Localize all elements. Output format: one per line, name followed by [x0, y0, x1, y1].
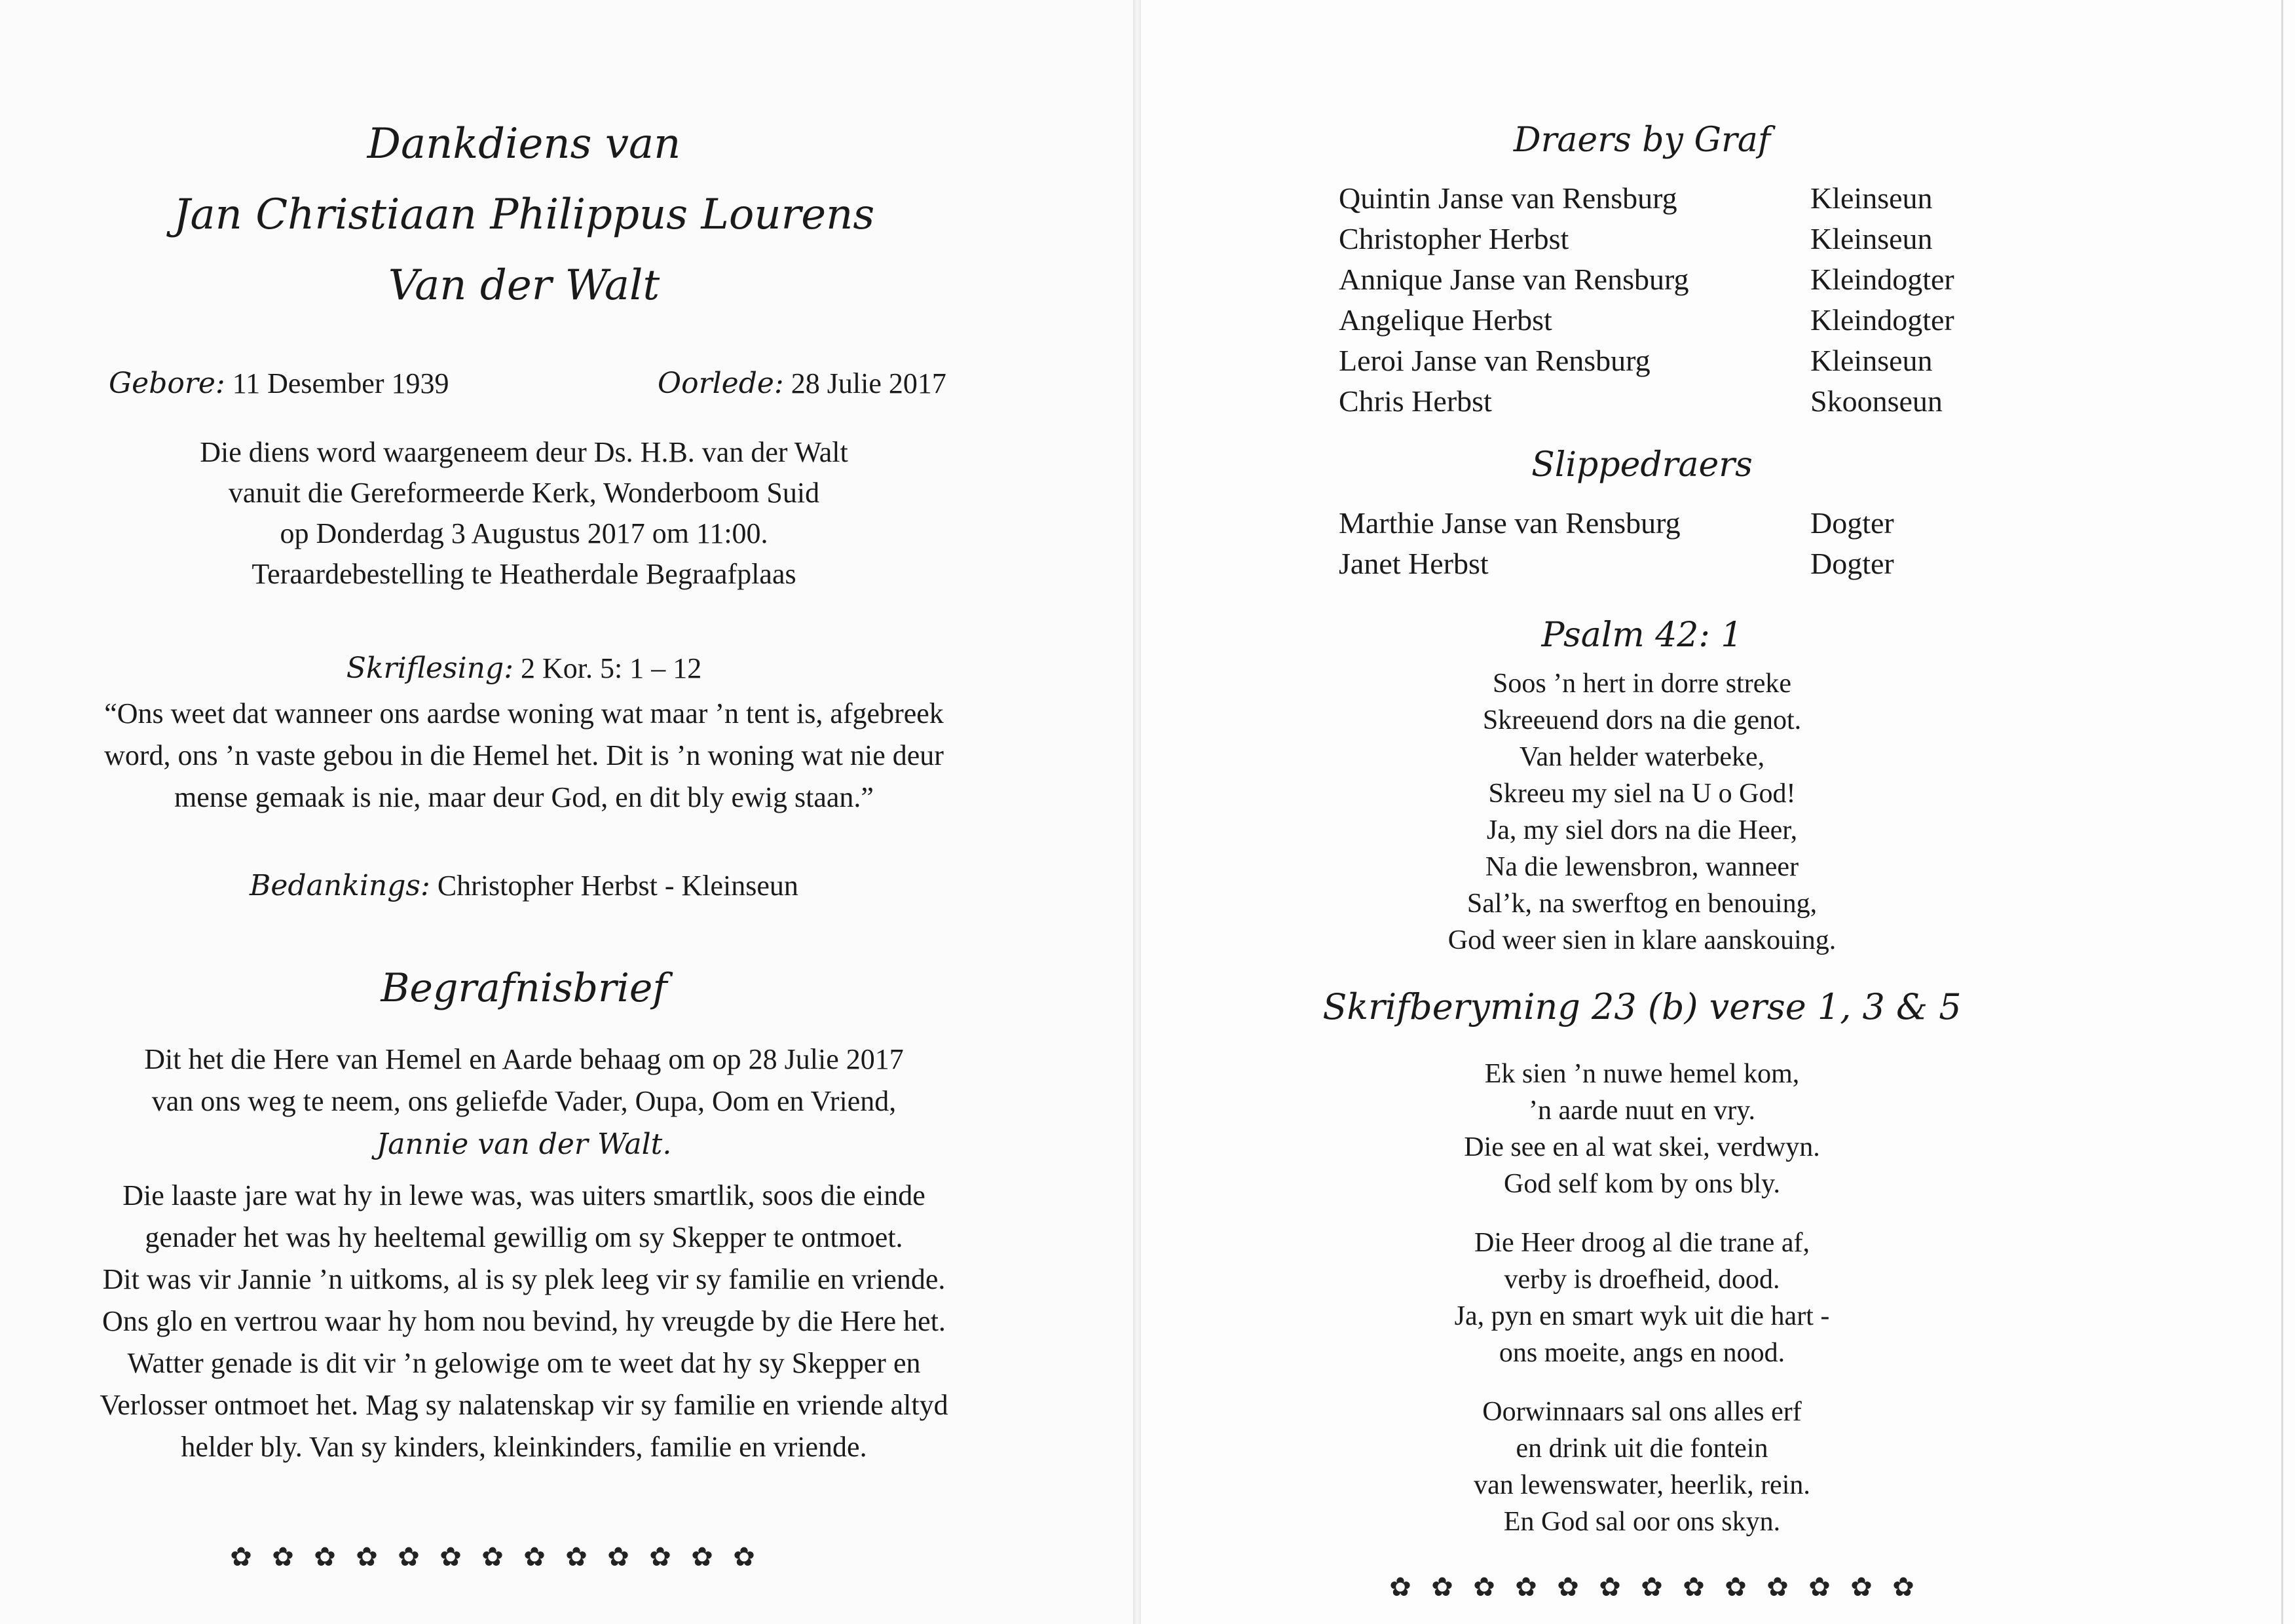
psalm-line-8: God weer sien in klare aanskouing.	[1447, 925, 1837, 955]
scroll-ornament-icon: ✿	[1850, 1572, 1873, 1602]
scroll-ornament-icon: ✿	[649, 1542, 671, 1572]
scroll-ornament-icon: ✿	[1599, 1572, 1621, 1602]
scroll-ornament-icon: ✿	[691, 1542, 713, 1572]
scroll-ornament-icon: ✿	[523, 1542, 546, 1572]
letter-intro-1: Dit het die Here van Hemel en Aarde behaag om op 28 Julie 2017	[144, 1043, 904, 1075]
hymn-v5-line-2: en drink uit die fontein	[1516, 1433, 1768, 1464]
thanks-label: Bedankings:	[250, 869, 430, 902]
bearer-row	[1339, 219, 2046, 259]
letter-body-3: Dit was vir Jannie ’n uitkoms, al is sy plek leeg vir sy familie en vriende.	[102, 1263, 946, 1295]
bearer-relation: Kleinseun	[1810, 344, 1933, 377]
ornament-right	[1382, 1572, 1922, 1602]
bearer-row	[1339, 300, 2046, 341]
scroll-ornament-icon: ✿	[607, 1542, 629, 1572]
service-line-2: vanuit die Gereformeerde Kerk, Wonderboom Suid	[228, 477, 820, 509]
hymn-v3-line-4: ons moeite, angs en nood.	[1499, 1338, 1785, 1368]
bearer-name: Annique Janse van Rensburg	[1339, 263, 1689, 296]
hymn-v3-line-3: Ja, pyn en smart wyk uit die hart -	[1454, 1301, 1830, 1331]
scroll-ornament-icon: ✿	[314, 1542, 336, 1572]
bearer-name: Christopher Herbst	[1339, 222, 1569, 255]
scripture-label: Skriflesing:	[346, 652, 514, 685]
thanks-line	[0, 866, 1048, 906]
ornament-left	[223, 1541, 762, 1572]
psalm-line-4: Skreeu my siel na U o God!	[1488, 779, 1796, 809]
letter-name: Jannie van der Walt.	[376, 1128, 672, 1161]
bearer-name: Angelique Herbst	[1339, 303, 1552, 337]
scroll-ornament-icon: ✿	[481, 1542, 504, 1572]
letter-body-7: helder bly. Van sy kinders, kleinkinders, familie en vriende.	[181, 1431, 867, 1463]
hymn-v5-line-4: En God sal oor ons skyn.	[1503, 1507, 1781, 1537]
scroll-ornament-icon: ✿	[1515, 1572, 1537, 1602]
pall-relation: Dogter	[1810, 547, 1894, 580]
scroll-ornament-icon: ✿	[356, 1542, 378, 1572]
page-edge	[2281, 0, 2283, 1624]
hymn-v5-line-1: Oorwinnaars sal ons alles erf	[1482, 1397, 1802, 1427]
hymn-v5-line-3: van lewenswater, heerlik, rein.	[1474, 1470, 1810, 1500]
letter-intro-2: van ons weg te neem, ons geliefde Vader, Oupa, Oom en Vriend,	[151, 1085, 897, 1117]
scroll-ornament-icon: ✿	[733, 1542, 755, 1572]
scroll-ornament-icon: ✿	[272, 1542, 294, 1572]
psalm-line-5: Ja, my siel dors na die Heer,	[1486, 815, 1798, 845]
bearer-row	[1339, 381, 2046, 422]
psalm-line-2: Skreeuend dors na die genot.	[1482, 705, 1802, 735]
scroll-ornament-icon: ✿	[230, 1542, 252, 1572]
scroll-ornament-icon: ✿	[439, 1542, 462, 1572]
born-value: 11 Desember 1939	[232, 367, 449, 399]
quote-line-1: “Ons weet dat wanneer ons aardse woning wat maar ’n tent is, afgebreek	[104, 697, 944, 729]
bearer-name: Chris Herbst	[1339, 384, 1492, 418]
pall-bearers-list	[1339, 503, 2046, 584]
scripture-value: 2 Kor. 5: 1 – 12	[521, 652, 702, 684]
pall-row	[1339, 544, 2046, 584]
letter-body-6: Verlosser ontmoet het. Mag sy nalatenskap vir sy familie en vriende altyd	[100, 1389, 948, 1421]
thanks-value: Christopher Herbst - Kleinseun	[437, 870, 798, 902]
letter-body-4: Ons glo en vertrou waar hy hom nou bevind, hy vreugde by die Here het.	[102, 1305, 946, 1337]
letter-body-1: Die laaste jare wat hy in lewe was, was uiters smartlik, soos die einde	[122, 1179, 925, 1211]
title-line-2: Jan Christiaan Philippus Lourens	[173, 191, 875, 239]
bearers-list	[1339, 178, 2046, 422]
hymn-v3-line-1: Die Heer droog al die trane af,	[1474, 1228, 1810, 1258]
bearer-row	[1339, 259, 2046, 300]
died-label: Oorlede:	[658, 367, 784, 400]
bearer-relation: Kleinseun	[1810, 181, 1933, 215]
scroll-ornament-icon: ✿	[1389, 1572, 1411, 1602]
hymn-v1-line-3: Die see en al wat skei, verdwyn.	[1464, 1132, 1820, 1162]
died-value: 28 Julie 2017	[791, 367, 946, 399]
letter-body-2: genader het was hy heeltemal gewillig om sy Skepper te ontmoet.	[145, 1221, 903, 1253]
psalm-line-1: Soos ’n hert in dorre streke	[1492, 669, 1792, 699]
pall-name: Marthie Janse van Rensburg	[1339, 506, 1681, 540]
hymn-v1-line-1: Ek sien ’n nuwe hemel kom,	[1484, 1059, 1800, 1089]
died-date	[658, 367, 946, 400]
pall-relation: Dogter	[1810, 506, 1894, 540]
hymn-heading: Skrifberyming 23 (b) verse 1, 3 & 5	[1322, 986, 1962, 1027]
scroll-ornament-icon: ✿	[398, 1542, 420, 1572]
letter-body-5: Watter genade is dit vir ’n gelowige om te weet dat hy sy Skepper en	[127, 1347, 921, 1379]
service-line-3: op Donderdag 3 Augustus 2017 om 11:00.	[280, 517, 768, 549]
service-line-4: Teraardebestelling te Heatherdale Begraafplaas	[252, 558, 796, 590]
bearer-name: Leroi Janse van Rensburg	[1339, 344, 1651, 377]
scroll-ornament-icon: ✿	[565, 1542, 588, 1572]
scripture-reading	[0, 648, 1048, 689]
scroll-ornament-icon: ✿	[1683, 1572, 1705, 1602]
hymn-v1-line-4: God self kom by ons bly.	[1504, 1169, 1780, 1199]
scroll-ornament-icon: ✿	[1473, 1572, 1495, 1602]
quote-line-2: word, ons ’n vaste gebou in die Hemel het. Dit is ’n woning wat nie deur	[104, 739, 944, 771]
pall-name: Janet Herbst	[1339, 547, 1489, 580]
pall-bearers-heading: Slippedraers	[1531, 445, 1753, 485]
scroll-ornament-icon: ✿	[1808, 1572, 1831, 1602]
bearer-row	[1339, 178, 2046, 219]
bearer-relation: Kleindogter	[1810, 263, 1954, 296]
bearer-relation: Kleindogter	[1810, 303, 1954, 337]
service-line-1: Die diens word waargeneem deur Ds. H.B. van der Walt	[200, 436, 848, 468]
psalm-line-6: Na die lewensbron, wanneer	[1485, 852, 1799, 882]
hymn-v1-line-2: ’n aarde nuut en vry.	[1529, 1096, 1755, 1126]
psalm-heading: Psalm 42: 1	[1541, 616, 1743, 655]
title-line-3: Van der Walt	[388, 261, 660, 310]
letter-heading: Begrafnisbrief	[381, 965, 667, 1011]
scroll-ornament-icon: ✿	[1892, 1572, 1914, 1602]
page-fold	[1133, 0, 1141, 1624]
hymn-v3-line-2: verby is droefheid, dood.	[1504, 1264, 1780, 1295]
pall-row	[1339, 503, 2046, 544]
psalm-line-7: Sal’k, na swerftog en benouing,	[1466, 889, 1818, 919]
bearer-name: Quintin Janse van Rensburg	[1339, 181, 1677, 215]
title-line-1: Dankdiens van	[367, 120, 681, 168]
bearers-heading: Draers by Graf	[1513, 120, 1771, 160]
scroll-ornament-icon: ✿	[1557, 1572, 1579, 1602]
bearer-relation: Kleinseun	[1810, 222, 1933, 255]
born-date	[109, 367, 449, 400]
scroll-ornament-icon: ✿	[1431, 1572, 1453, 1602]
scroll-ornament-icon: ✿	[1641, 1572, 1663, 1602]
bearer-row	[1339, 341, 2046, 381]
scroll-ornament-icon: ✿	[1725, 1572, 1747, 1602]
born-label: Gebore:	[109, 367, 225, 400]
bearer-relation: Skoonseun	[1810, 384, 1943, 418]
psalm-line-3: Van helder waterbeke,	[1519, 742, 1765, 772]
quote-line-3: mense gemaak is nie, maar deur God, en dit bly ewig staan.”	[174, 781, 874, 813]
scroll-ornament-icon: ✿	[1766, 1572, 1789, 1602]
